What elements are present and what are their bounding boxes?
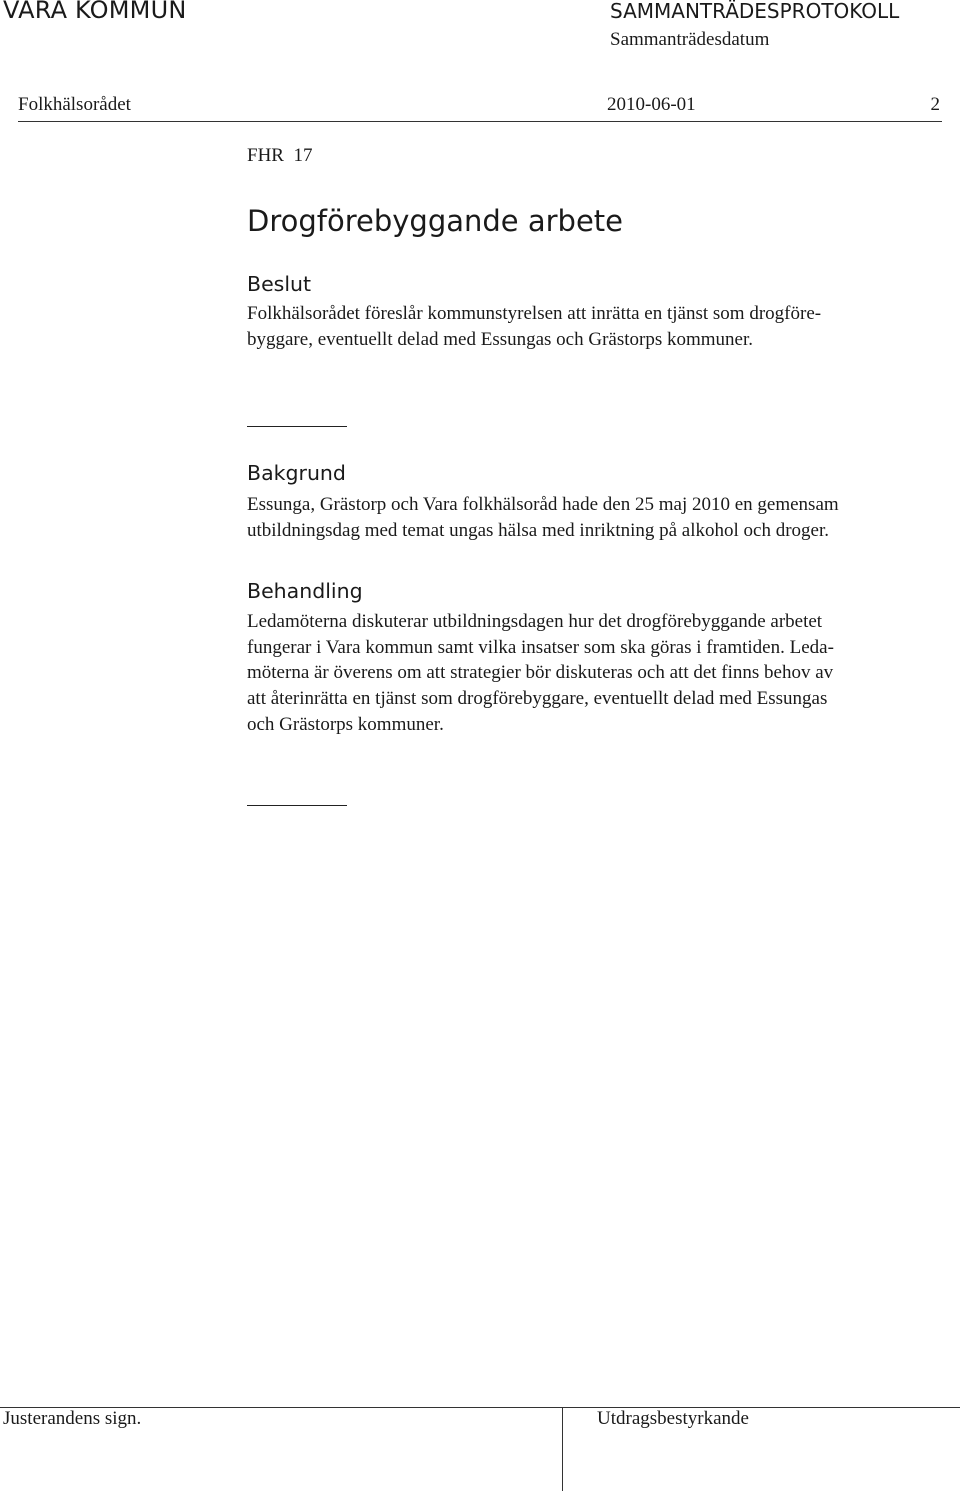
section-separator xyxy=(247,805,347,806)
page-title: Drogförebyggande arbete xyxy=(247,204,624,238)
adjuster-sign-label: Justerandens sign. xyxy=(3,1408,142,1429)
bakgrund-text xyxy=(247,492,839,543)
organization-name: VARA KOMMUN xyxy=(3,0,187,24)
footer-divider xyxy=(0,1407,960,1408)
header-meeting-date: 2010-06-01 xyxy=(607,94,696,115)
paragraph-reference: FHR 17 xyxy=(247,145,313,166)
behandling-text xyxy=(247,609,834,738)
beslut-text xyxy=(247,301,821,352)
behandling-line: Ledamöterna diskuterar utbildningsdagen hur det drogförebyggande arbetet xyxy=(247,611,823,632)
behandling-heading: Behandling xyxy=(247,579,363,603)
bakgrund-line: Essunga, Grästorp och Vara folkhälsoråd hade den 25 maj 2010 en gemensam xyxy=(247,494,839,515)
header-body-name: Folkhälsorådet xyxy=(18,94,131,115)
beslut-line: Folkhälsorådet föreslår kommunstyrelsen att inrätta en tjänst som drogföre- xyxy=(247,303,822,324)
behandling-line: möterna är överens om att strategier bör diskuteras och att det finns behov av xyxy=(247,662,834,684)
behandling-line: att återinrätta en tjänst som drogförebyggare, eventuellt delad med Essungas xyxy=(247,688,828,710)
header-page-number: 2 xyxy=(930,94,940,115)
bakgrund-line: utbildningsdag med temat ungas hälsa med inriktning på alkohol och droger. xyxy=(247,519,830,541)
bakgrund-heading: Bakgrund xyxy=(247,461,346,485)
behandling-line: fungerar i Vara kommun samt vilka insatser som ska göras i framtiden. Leda- xyxy=(247,636,834,658)
section-separator xyxy=(247,426,347,427)
extract-certification-label: Utdragsbestyrkande xyxy=(597,1408,749,1429)
header-divider xyxy=(18,121,942,122)
document-type: SAMMANTRÄDESPROTOKOLL xyxy=(610,0,900,23)
beslut-line: byggare, eventuellt delad med Essungas och Grästorps kommuner. xyxy=(247,328,754,350)
behandling-line: och Grästorps kommuner. xyxy=(247,713,444,735)
beslut-heading: Beslut xyxy=(247,272,312,296)
running-header xyxy=(18,92,944,122)
meeting-date-label: Sammanträdesdatum xyxy=(610,29,770,50)
footer-column-divider xyxy=(562,1407,563,1491)
